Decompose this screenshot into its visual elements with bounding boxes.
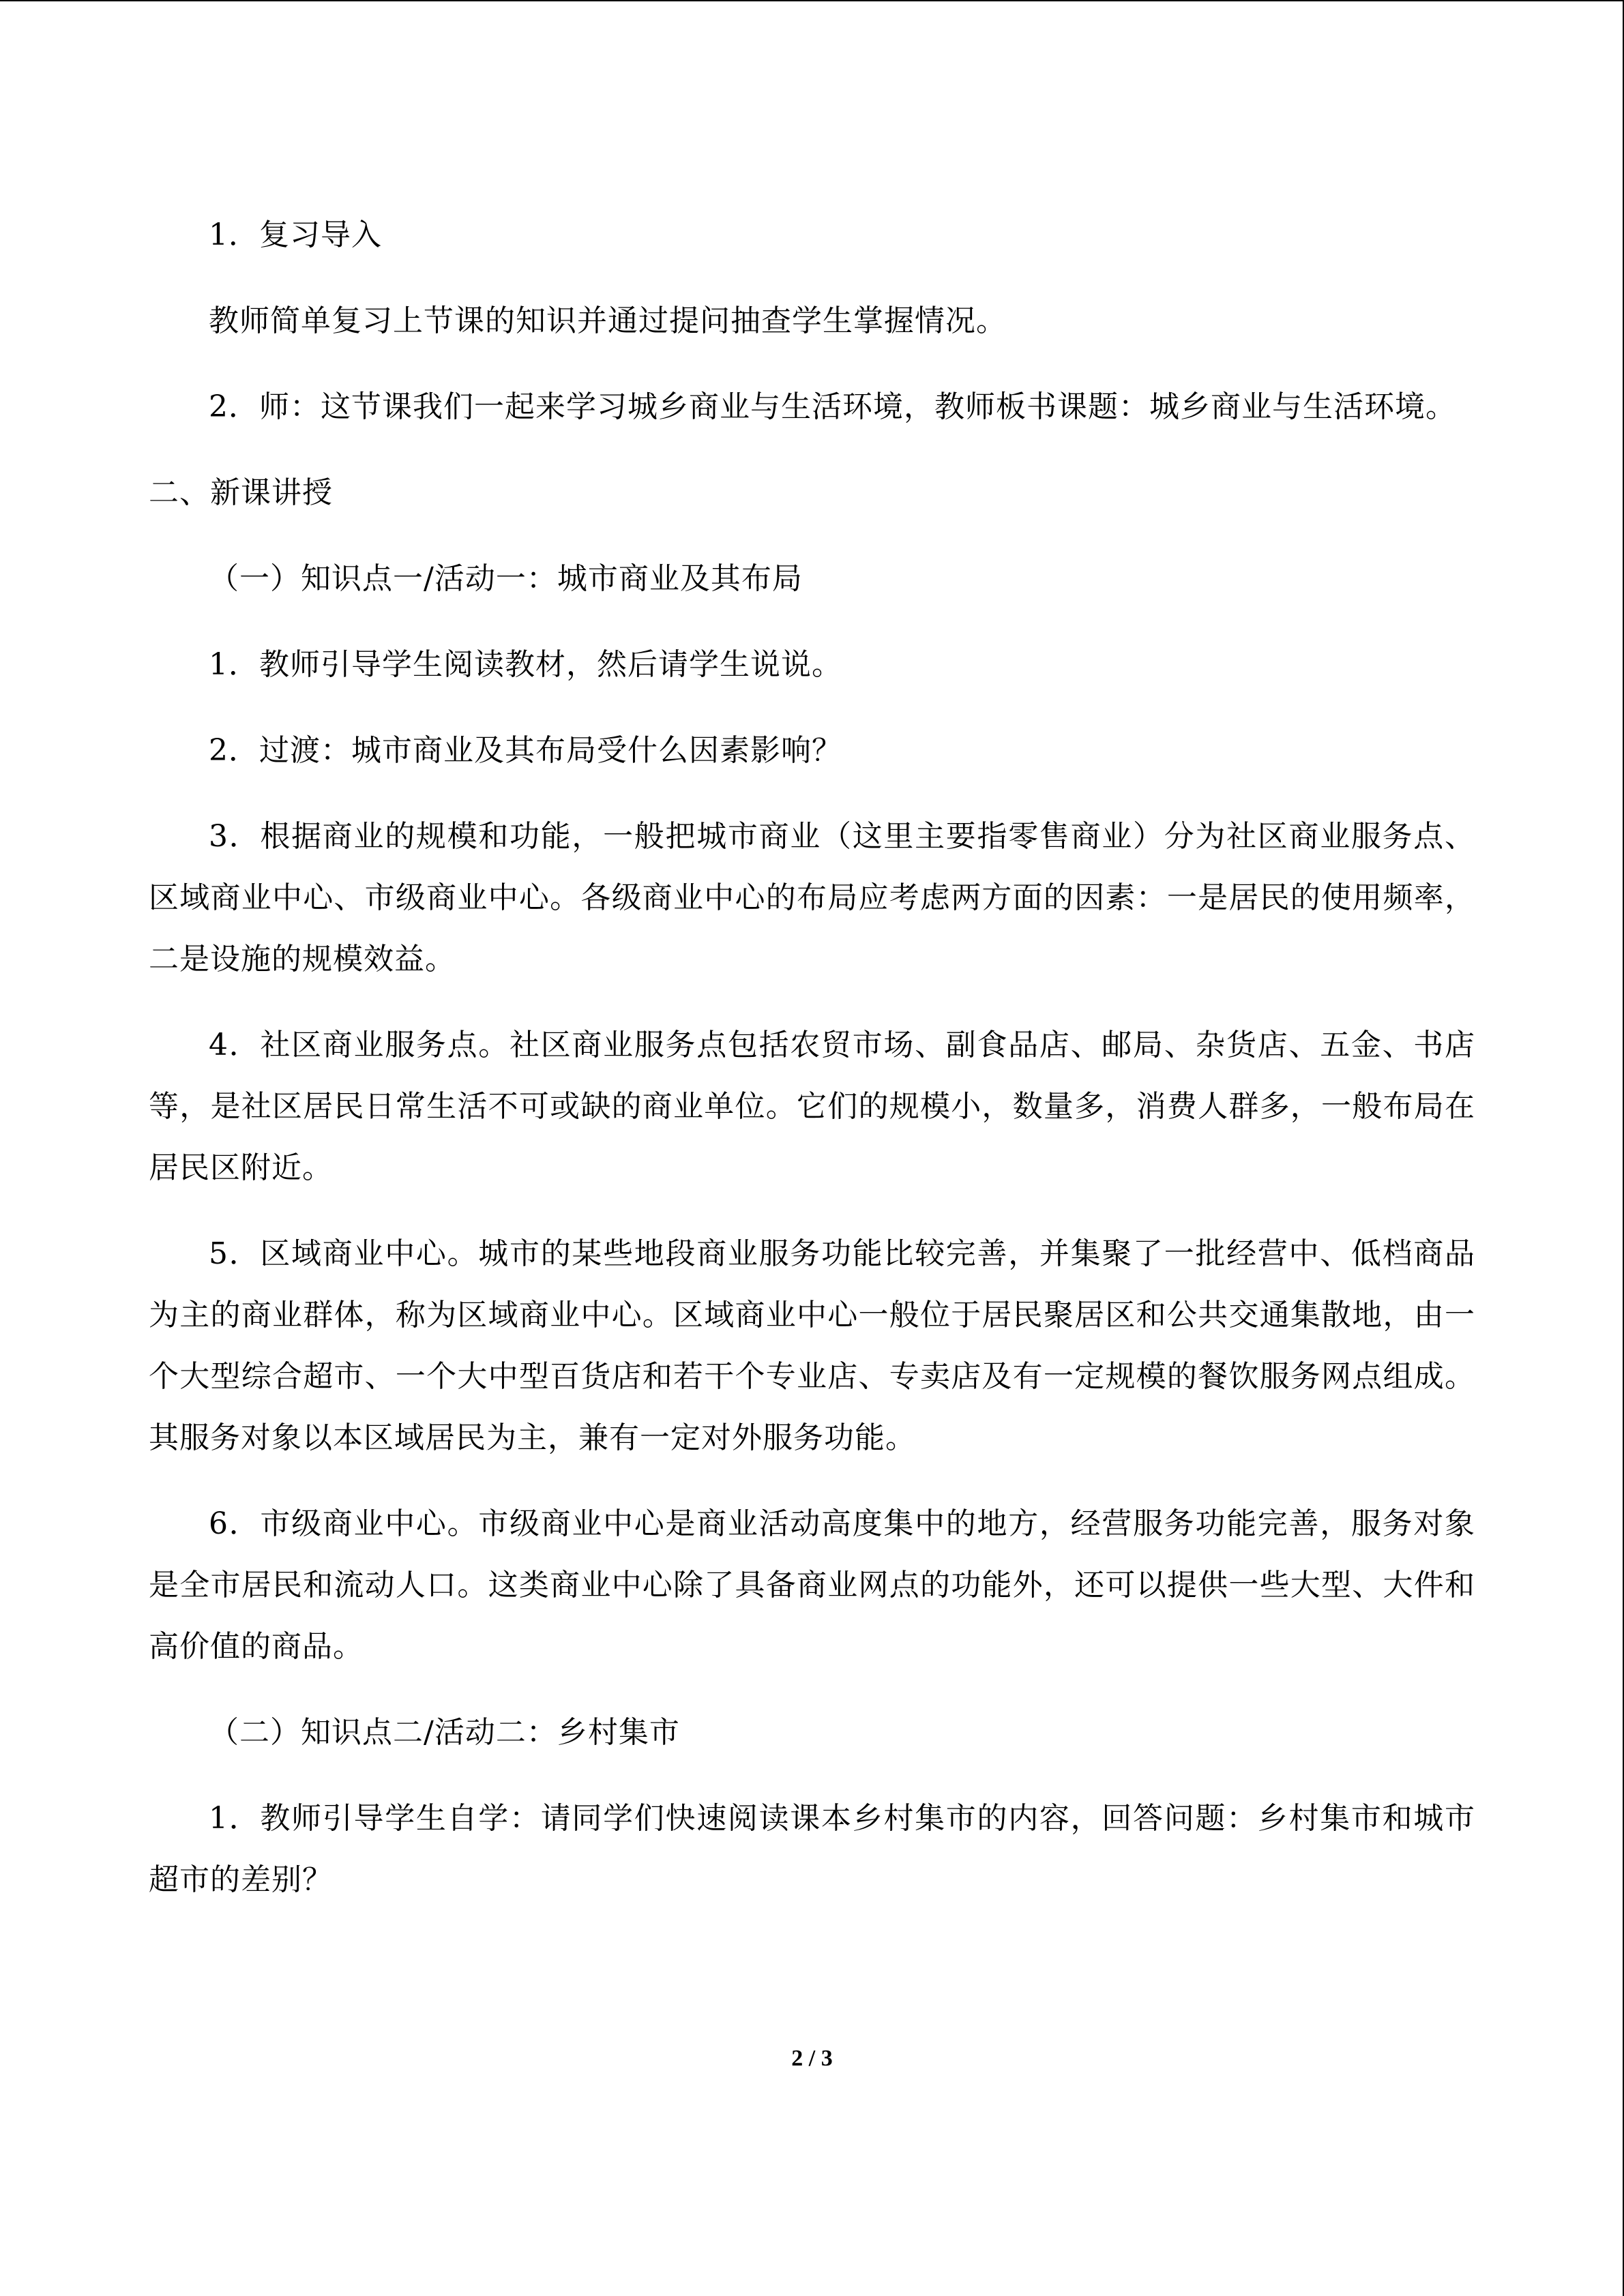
paragraph-transition: 2．过渡：城市商业及其布局受什么因素影响？ [209,733,842,768]
paragraph-self-study: 1．教师引导学生自学：请同学们快速阅读课本乡村集市的内容，回答问题：乡村集市和城市超市的差别？ [149,1801,1475,1897]
paragraph-review-intro: 1．复习导入 [209,218,382,252]
paragraph-city-center: 6．市级商业中心。市级商业中心是商业活动高度集中的地方，经营服务功能完善，服务对象是全市居民和流动人口。这类商业中心除了具备商业网点的功能外，还可以提供一些大型、大件和高价值的商品。 [149,1506,1475,1664]
section-heading-new-lesson: 二、新课讲授 [149,475,333,510]
paragraph-commerce-scale: 3．根据商业的规模和功能，一般把城市商业（这里主要指零售商业）分为社区商业服务点、区域商业中心、市级商业中心。各级商业中心的布局应考虑两方面的因素：一是居民的使用频率，二是设施的规模效益。 [149,819,1475,976]
paragraph-community-service: 4．社区商业服务点。社区商业服务点包括农贸市场、副食品店、邮局、杂货店、五金、书店等，是社区居民日常生活不可或缺的商业单位。它们的规模小，数量多，消费人群多，一般布局在居民区附近。 [149,1028,1475,1185]
paragraph-topic: 2．师：这节课我们一起来学习城乡商业与生活环境，教师板书课题：城乡商业与生活环境。 [209,389,1456,424]
document-body [149,205,1475,1935]
paragraph-read-textbook: 1．教师引导学生阅读教材，然后请学生说说。 [209,647,842,682]
paragraph-regional-center: 5．区域商业中心。城市的某些地段商业服务功能比较完善，并集聚了一批经营中、低档商品为主的商业群体，称为区域商业中心。区域商业中心一般位于居民聚居区和公共交通集散地，由一个大型综合超市、一个大中型百货店和若干个专业店、专卖店及有一定规模的餐饮服务网点组成。其服务对象以本区域居民为主，兼有一定对外服务功能。 [149,1236,1475,1455]
page-number: 2 / 3 [791,2046,833,2071]
subsection-heading-rural-market: （二）知识点二/活动二：乡村集市 [209,1715,680,1750]
subsection-heading-urban-commerce: （一）知识点一/活动一：城市商业及其布局 [209,561,803,596]
paragraph-review-desc: 教师简单复习上节课的知识并通过提问抽查学生掌握情况。 [209,303,1007,338]
